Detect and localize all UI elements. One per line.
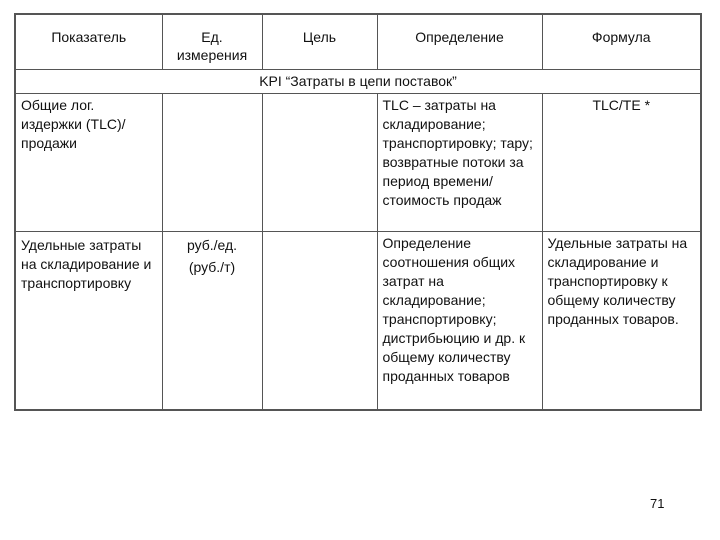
header-indicator: Показатель [15,14,162,70]
table-row [15,94,701,232]
cell-definition: Определение соотношения общих затрат на складирование; транспортировку; дистрибьюцию и др. к общему количеству проданных товаров [377,232,542,411]
header-formula: Формула [542,14,701,70]
unit-line-2: (руб./т) [188,259,236,275]
cell-unit [162,232,262,411]
kpi-table [14,13,702,411]
cell-unit [162,94,262,232]
cell-goal [262,94,377,232]
cell-indicator: Удельные затраты на складирование и транспортировку [15,232,162,411]
header-unit: Ед. измерения [162,14,262,70]
table-row [15,232,701,411]
cell-formula: Удельные затраты на складирование и транспортировку к общему количеству проданных товаров. [542,232,701,411]
table-header-row [15,14,701,70]
section-row [15,70,701,94]
section-title: KPI “Затраты в цепи поставок” [15,70,701,94]
header-goal: Цель [262,14,377,70]
header-definition: Определение [377,14,542,70]
unit-line-1: руб./ед. [186,237,238,253]
cell-definition: TLC – затраты на складирование; транспортировку; тару; возвратные потоки за период времени/стоимость продаж [377,94,542,232]
cell-indicator: Общие лог. издержки (TLC)/продажи [15,94,162,232]
cell-formula: TLC/TE * [542,94,701,232]
cell-goal [262,232,377,411]
page-number: 71 [650,496,665,511]
